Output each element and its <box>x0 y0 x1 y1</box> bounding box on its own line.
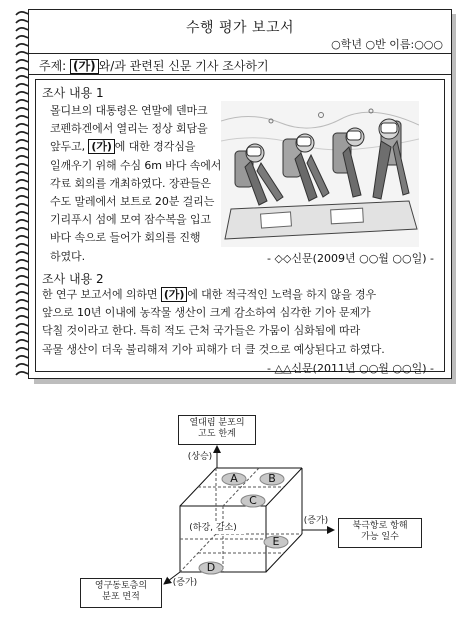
text-line: 코펜하겐에서 열리는 정상 회담을 <box>50 122 208 136</box>
text-line: 앞으로 10년 이내에 농작물 생산이 크게 감소하여 심각한 기아 문제가 <box>42 306 371 320</box>
divider-line <box>29 74 451 75</box>
right-label: (증가) <box>303 516 329 526</box>
permafrost-area-box <box>80 578 162 608</box>
text-line: 바다 속으로 들어가 회의를 진행 <box>50 231 201 245</box>
subject-suffix: 와/과 관련된 신문 기사 조사하기 <box>98 59 269 73</box>
subject-prefix: 주제: <box>39 59 71 73</box>
point-a-label: A <box>230 472 238 485</box>
text-fragment: 에 대한 적극적인 노력을 하지 않을 경우 <box>187 288 377 301</box>
ga-marker: (가) <box>88 139 114 154</box>
box-line: 영구동토층의 <box>94 581 148 591</box>
up-label: (상승) <box>187 452 213 462</box>
underwater-meeting-illustration <box>221 101 419 247</box>
point-d-label: D <box>206 561 216 574</box>
box-line: 분포 면적 <box>102 592 140 602</box>
report-title: 수행 평가 보고서 <box>185 20 295 36</box>
arctic-route-days-box <box>338 518 422 548</box>
climate-cube-diagram <box>0 400 456 619</box>
text-line: 몰디브의 대통령은 연말에 덴마크 <box>50 104 208 117</box>
text-line: 일깨우기 위해 수심 6m 바다 속에서 <box>50 158 222 172</box>
text-fragment: 앞두고, <box>50 140 85 154</box>
report-notebook <box>14 6 446 382</box>
ga-marker: (가) <box>161 287 187 302</box>
text-line: 수도 말레에서 보트로 20분 걸리는 <box>50 195 215 209</box>
text-line: 닥칠 것이라고 한다. 특히 적도 근처 국가들은 가뭄이 심화됨에 따라 <box>42 324 361 338</box>
point-b-label: B <box>268 472 276 485</box>
text-line: 기리푸시 섬에 모여 잠수복을 입고 <box>50 213 211 227</box>
text-fragment: 한 연구 보고서에 의하면 <box>42 288 158 301</box>
tropical-forest-altitude-box <box>178 415 256 445</box>
box-line: 열대림 분포의 <box>189 418 245 428</box>
ga-marker: (가) <box>70 59 99 74</box>
section2-source: - △△신문(2011년 ○○월 ○○일) - <box>267 362 434 375</box>
section1-text <box>50 102 221 266</box>
text-line <box>42 286 385 304</box>
divider-line <box>29 53 451 54</box>
text-line <box>50 138 221 156</box>
box-line: 가능 일수 <box>361 532 399 542</box>
text-fragment: 에 대한 경각심을 <box>114 140 196 154</box>
section2-text <box>42 286 385 359</box>
text-line: 하였다. <box>50 249 85 263</box>
bottom-label: (증가) <box>172 578 198 588</box>
section2-heading: 조사 내용 2 <box>42 272 104 286</box>
box-line: 고도 한계 <box>198 429 236 439</box>
report-subject <box>39 57 269 74</box>
box-line: 북극항로 항해 <box>352 521 408 531</box>
point-e-label: E <box>272 535 280 548</box>
section1-source: - ◇◇신문(2009년 ○○월 ○○일) - <box>267 252 434 265</box>
point-c-label: C <box>249 494 257 507</box>
text-line: 각료 회의를 개최하였다. 장관들은 <box>50 176 211 190</box>
decrease-label: (하강, 감소) <box>182 523 244 534</box>
section1-heading: 조사 내용 1 <box>42 86 104 100</box>
student-info: ○학년 ○반 이름:○○○ <box>331 38 443 51</box>
text-line: 곡물 생산이 더욱 불리해져 기아 피해가 더 클 것으로 예상된다고 하였다. <box>42 342 385 356</box>
